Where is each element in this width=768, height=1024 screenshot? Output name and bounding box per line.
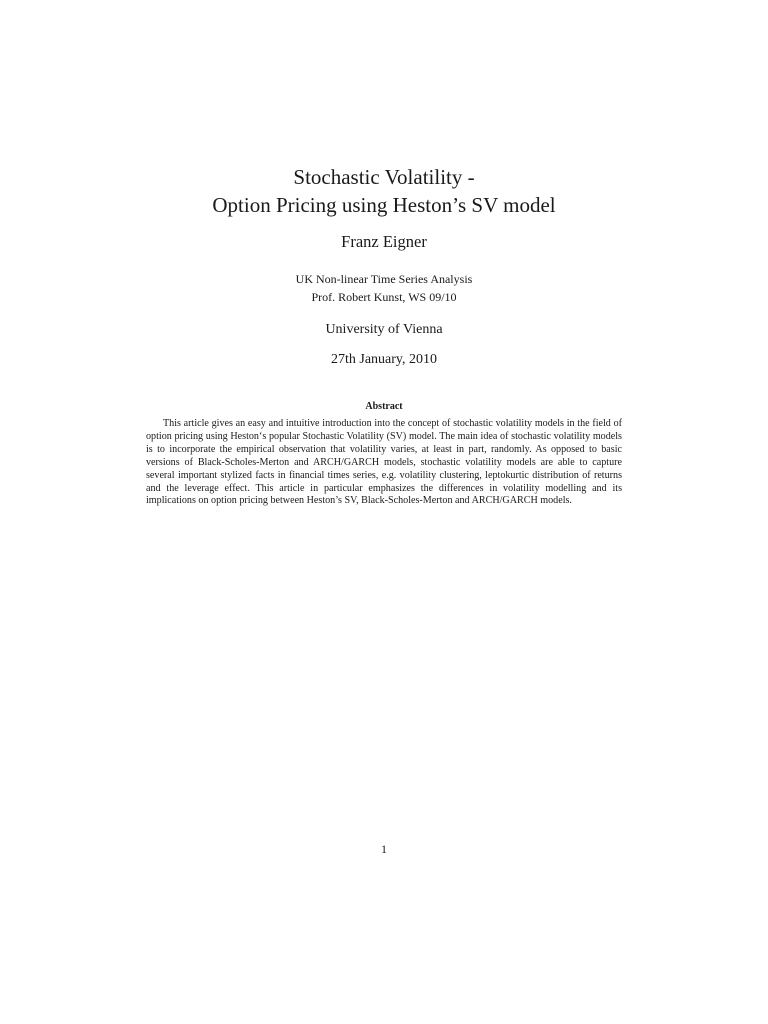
title-line-2: Option Pricing using Heston’s SV model [212,193,556,217]
abstract-body: This article gives an easy and intuitive introduction into the concept of stochastic volatility models in the field of option pricing using Heston‘s popular Stochastic Volatility (SV) model. The main idea of stochastic volatility models is to incorporate the empirical observation that volatility varies, at least in part, randomly. As opposed to basic versions of Black-Scholes-Merton and ARCH/GARCH models, stochastic volatility models are able to capture several important stylized facts in financial times series, e.g. volatility clustering, leptokurtic distribution of returns and the leverage effect. This article in particular emphasizes the differences in volatility modelling and its implications on option pricing between Heston’s SV, Black-Scholes-Merton and ARCH/GARCH models. [146,418,622,507]
page-number: 1 [381,842,387,856]
university: University of Vienna [325,322,443,337]
author-name: Franz Eigner [341,232,427,251]
affiliation [0,270,768,306]
affiliation-course: UK Non-linear Time Series Analysis [295,272,473,286]
paper-title [0,163,768,219]
affiliation-professor: Prof. Robert Kunst, WS 09/10 [311,290,457,304]
abstract-heading: Abstract [365,401,403,412]
publication-date: 27th January, 2010 [330,352,438,367]
title-line-1: Stochastic Volatility - [293,165,475,189]
